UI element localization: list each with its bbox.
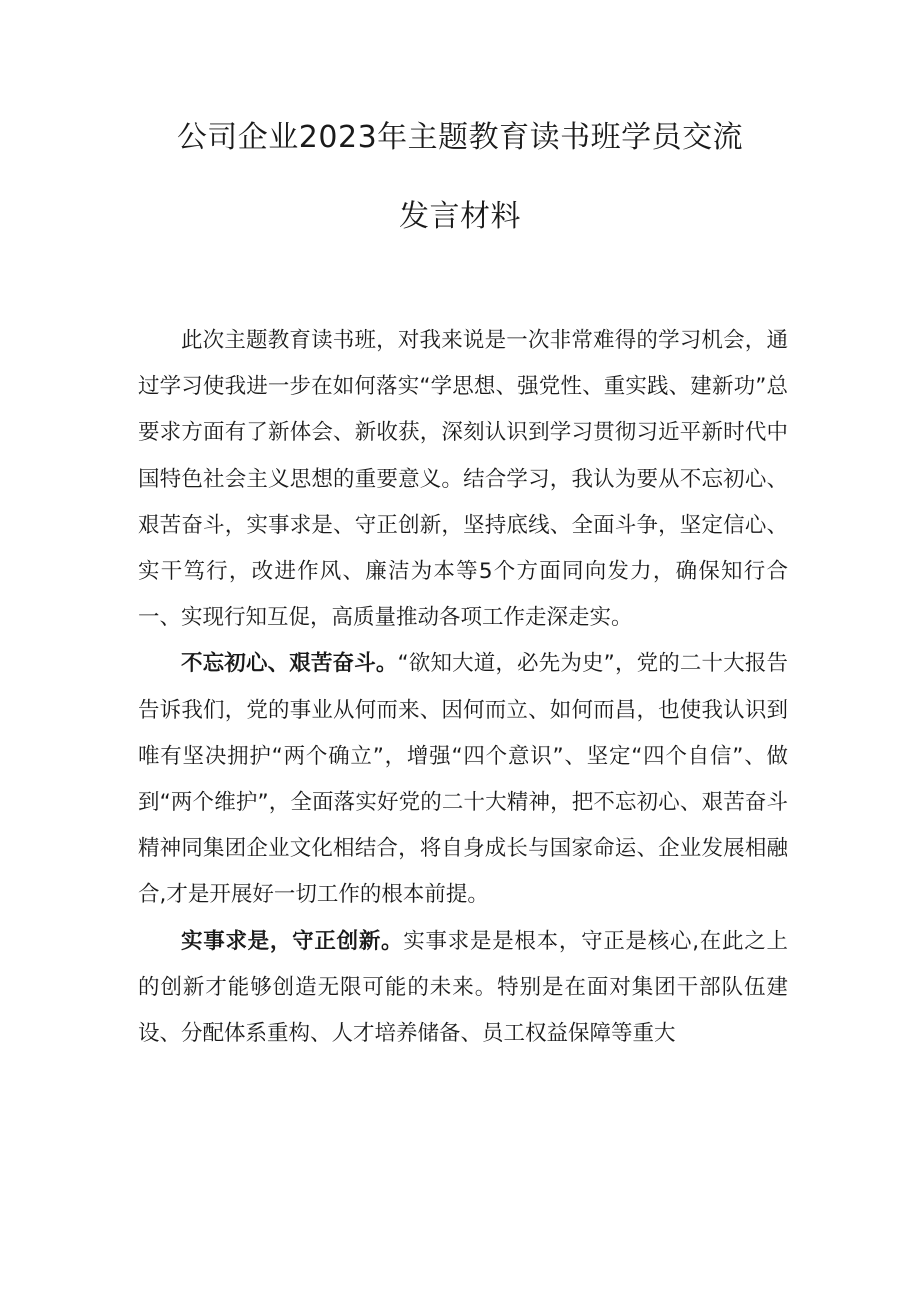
paragraph-section-2: [138, 919, 788, 1058]
paragraph-intro-text: 此次主题教育读书班，对我来说是一次非常难得的学习机会，通过学习使我进一步在如何落实“学思想、强党性、重实践、建新功”总要求方面有了新体会、新收获，深刻认识到学习贯彻习近平新时代中国特色社会主义思想的重要意义。结合学习，我认为要从不忘初心、艰苦奋斗，实事求是、守正创新，坚持底线、全面斗争，坚定信心、实干笃行，改进作风、廉洁为本等5个方面同向发力，确保知行合一、实现行知互促，高质量推动各项工作走深走实。: [138, 328, 788, 631]
section-2-heading: 实事求是，守正创新。: [181, 928, 404, 954]
paragraph-section-1: [138, 641, 788, 918]
section-2-text: 实事求是是根本，守正是核心,在此之上的创新才能够创造无限可能的未来。特别是在面对集团干部队伍建设、分配体系重构、人才培养储备、员工权益保障等重大: [138, 928, 788, 1047]
document-body: [138, 318, 788, 1057]
section-1-heading: 不忘初心、艰苦奋斗。: [181, 651, 398, 677]
paragraph-intro: [138, 318, 788, 641]
document-title-line-2: 发言材料: [399, 199, 521, 234]
document-title-line-1: 公司企业2023年主题教育读书班学员交流: [176, 120, 744, 155]
section-1-text: “欲知大道，必先为史”，党的二十大报告告诉我们，党的事业从何而来、因何而立、如何而昌，也使我认识到唯有坚决拥护“两个确立”，增强“四个意识”、坚定“四个自信”、做到“两个维护”，全面落实好党的二十大精神，把不忘初心、艰苦奋斗精神同集团企业文化相结合，将自身成长与国家命运、企业发展相融合,才是开展好一切工作的根本前提。: [138, 651, 788, 908]
